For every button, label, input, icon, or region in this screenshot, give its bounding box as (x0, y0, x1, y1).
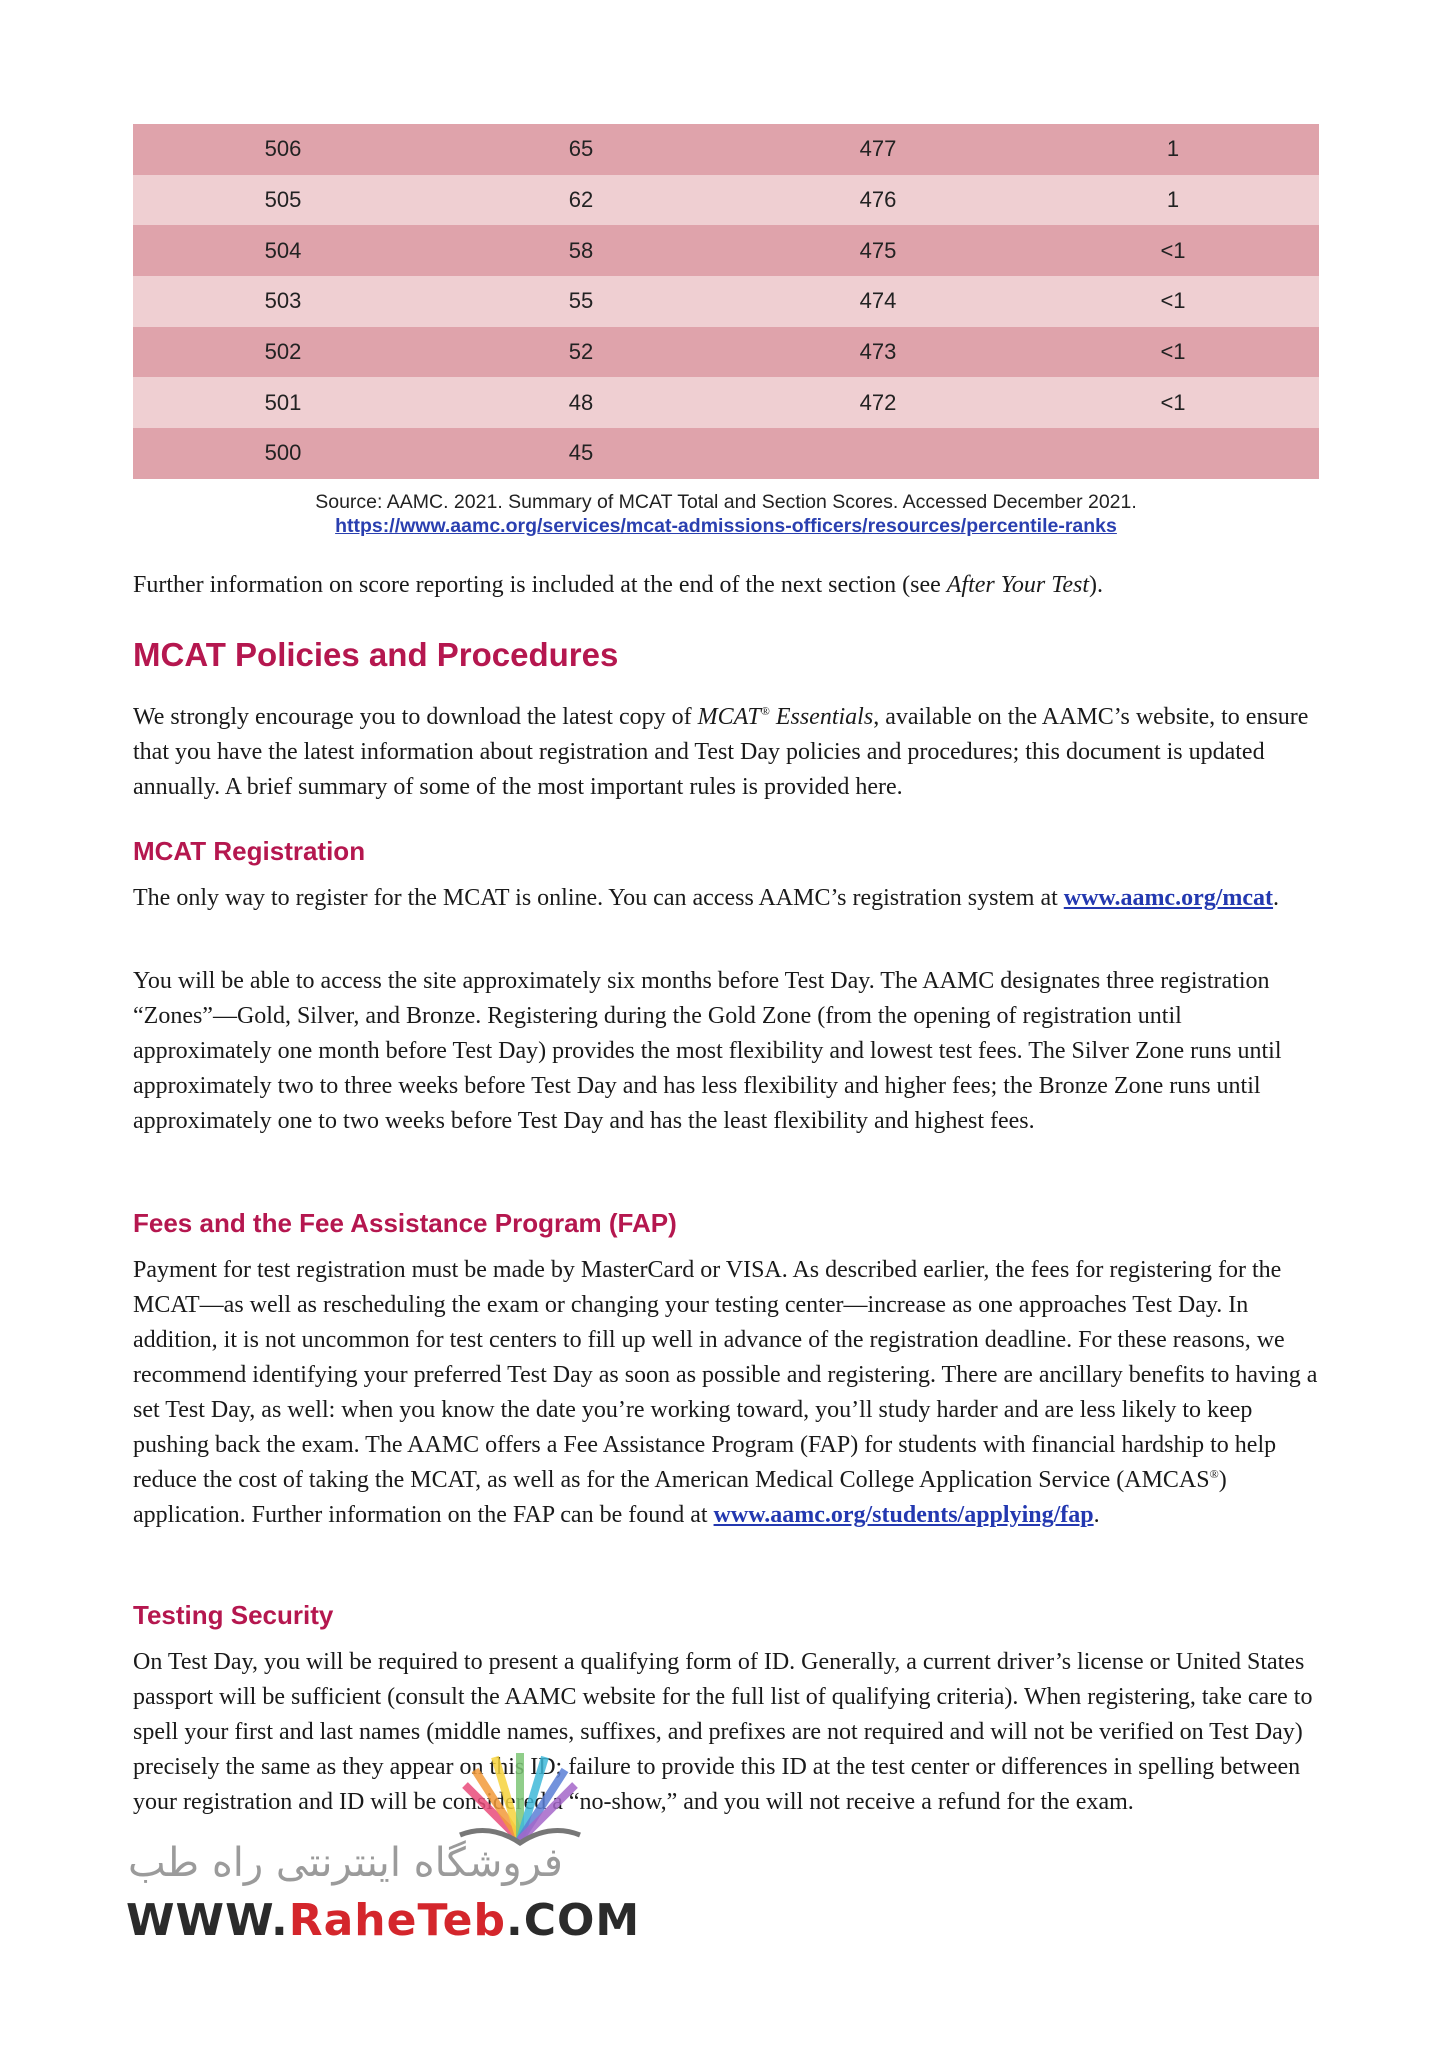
subheading-security: Testing Security (133, 1600, 334, 1630)
table-cell: <1 (1027, 327, 1319, 378)
table-cell: 52 (433, 327, 729, 378)
table-source-note (133, 490, 1319, 538)
aamc-mcat-link[interactable]: www.aamc.org/mcat (1063, 885, 1274, 911)
raheteb-watermark (120, 1745, 641, 1946)
watermark-brand: RaheTeb (288, 1895, 506, 1946)
further-info-text: Further information on score reporting is included at the end of the next section (see (133, 572, 947, 598)
registration-text: The only way to register for the MCAT is online. You can access AAMC’s registration system at (133, 885, 1064, 911)
watermark-url (126, 1895, 640, 1946)
watermark-url-prefix: WWW. (126, 1895, 289, 1946)
table-cell: 1 (1027, 124, 1319, 175)
fees-paragraph (133, 1253, 1323, 1533)
table-cell: 58 (433, 225, 729, 276)
fees-text-end: . (1093, 1502, 1100, 1528)
registered-mark: ® (1209, 1467, 1219, 1481)
open-book-logo-icon (445, 1745, 595, 1855)
table-cell: 48 (433, 377, 729, 428)
table-cell: <1 (1027, 377, 1319, 428)
percentile-table (133, 124, 1319, 479)
watermark-persian-text: فروشگاه اینترنتی راه طب (128, 1840, 563, 1886)
aamc-fap-link[interactable]: www.aamc.org/students/applying/fap (713, 1502, 1094, 1528)
table-cell: 506 (133, 124, 433, 175)
policies-intro-paragraph (133, 700, 1323, 805)
table-cell: 476 (729, 175, 1027, 226)
table-cell: 62 (433, 175, 729, 226)
table-cell: 505 (133, 175, 433, 226)
table-cell: 504 (133, 225, 433, 276)
table-row (133, 225, 1319, 276)
further-info-paragraph (133, 568, 1323, 603)
fees-text-mid: ) application. Further information on the FAP can be found at (133, 1467, 1227, 1528)
table-row (133, 124, 1319, 175)
intro-italic-essentials: Essentials (769, 704, 874, 730)
table-cell: 472 (729, 377, 1027, 428)
table-cell: 1 (1027, 175, 1319, 226)
registration-paragraph-1 (133, 881, 1323, 916)
registration-text-end: . (1273, 885, 1280, 911)
security-paragraph: On Test Day, you will be required to present a qualifying form of ID. Generally, a current driver’s license or United States passport will be sufficient (consult the AAMC website for the full list of qualifying criteria). When registering, take care to spell your first and last names (middle names, suffixes, and prefixes are not required and will not be verified on Test Day) precisely the same as they appear on this ID; failure to provide this ID at the test center or differences in spelling between your registration and ID will be considered a “no-show,” and you will not receive a refund for the exam. (133, 1649, 1313, 1815)
table-cell: 502 (133, 327, 433, 378)
subheading-fees: Fees and the Fee Assistance Program (FAP) (133, 1208, 677, 1238)
intro-text: We strongly encourage you to download the latest copy of (133, 704, 698, 730)
subheading-registration: MCAT Registration (133, 836, 366, 866)
registration-paragraph-2: You will be able to access the site approximately six months before Test Day. The AAMC designates three registration “Zones”—Gold, Silver, and Bronze. Registering during the Gold Zone (from the opening of registration until approximately one month before Test Day) provides the most flexibility and lowest test fees. The Silver Zone runs until approximately two to three weeks before Test Day and has less flexibility and higher fees; the Bronze Zone runs until approximately one to two weeks before Test Day and has the least flexibility and highest fees. (133, 968, 1282, 1134)
table-cell: 500 (133, 428, 433, 479)
table-row (133, 377, 1319, 428)
table-row (133, 276, 1319, 327)
table-row (133, 428, 1319, 479)
table-row (133, 327, 1319, 378)
source-text: Source: AAMC. 2021. Summary of MCAT Total and Section Scores. Accessed December 2021. (315, 491, 1137, 513)
intro-text-end: , available on the AAMC’s website, to ensure that you have the latest information about registration and Test Day policies and procedures; this document is updated annually. A brief summary of some of the most important rules is provided here. (133, 704, 1309, 800)
table-cell: <1 (1027, 276, 1319, 327)
further-info-italic: After Your Test (946, 572, 1090, 598)
intro-italic-mcat: MCAT (697, 704, 761, 730)
table-cell: 65 (433, 124, 729, 175)
table-row (133, 175, 1319, 226)
table-cell: 474 (729, 276, 1027, 327)
table-cell: 503 (133, 276, 433, 327)
registered-mark: ® (760, 704, 770, 718)
watermark-url-suffix: .COM (505, 1895, 641, 1946)
table-cell: 45 (433, 428, 729, 479)
further-info-end: ). (1089, 572, 1104, 598)
fees-text: Payment for test registration must be made by MasterCard or VISA. As described earlier, the fees for registering for the MCAT—as well as rescheduling the exam or changing your testing center—increase as one approaches Test Day. In addition, it is not uncommon for test centers to fill up well in advance of the registration deadline. For these reasons, we recommend identifying your preferred Test Day as soon as possible and registering. There are ancillary benefits to having a set Test Day, as well: when you know the date you’re working toward, you’ll study harder and are less likely to keep pushing back the exam. The AAMC offers a Fee Assistance Program (FAP) for students with financial hardship to help reduce the cost of taking the MCAT, as well as for the American Medical College Application Service (AMCAS (133, 1257, 1318, 1493)
table-cell: 55 (433, 276, 729, 327)
table-cell: 473 (729, 327, 1027, 378)
table-cell (729, 428, 1027, 479)
table-cell: <1 (1027, 225, 1319, 276)
table-cell: 501 (133, 377, 433, 428)
source-link[interactable]: https://www.aamc.org/services/mcat-admissions-officers/resources/percentile-ranks (335, 515, 1117, 537)
table-cell: 477 (729, 124, 1027, 175)
table-cell (1027, 428, 1319, 479)
table-cell: 475 (729, 225, 1027, 276)
section-heading-policies: MCAT Policies and Procedures (133, 636, 619, 673)
